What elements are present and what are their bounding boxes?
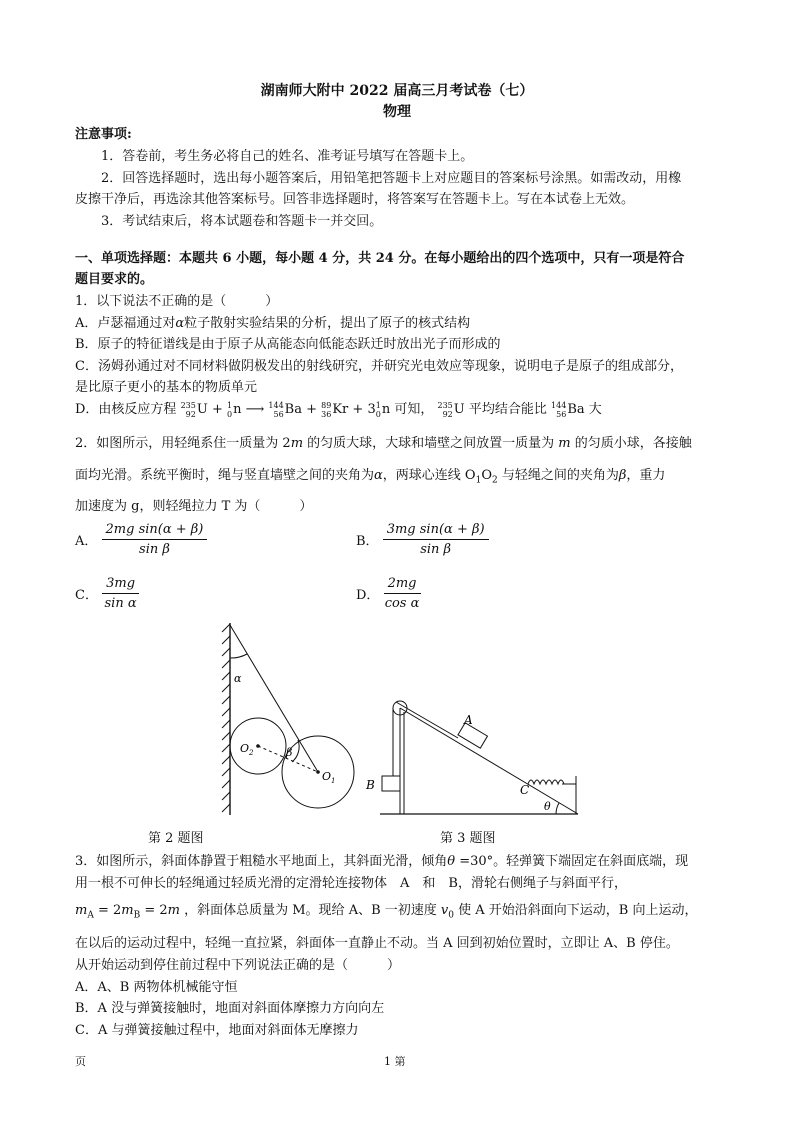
q3-l3-post: ，斜面体总质量为 M。现给 A、B 一初速度 xyxy=(179,903,441,918)
incline-surface xyxy=(400,708,578,814)
q3-line-1 xyxy=(75,850,688,869)
fraction-numerator: 2mg xyxy=(384,576,421,594)
equals-2m: = 2 xyxy=(140,903,168,918)
n2-mass: 1 xyxy=(375,400,381,410)
sub-b: B xyxy=(133,910,141,921)
alpha-arc xyxy=(230,654,247,658)
m-a: m xyxy=(75,903,88,918)
q2-l1-mid: 的匀质大球，大球和墙壁之间放置一质量为 xyxy=(303,436,559,451)
label-theta: θ xyxy=(544,800,551,813)
u-mass: 235 xyxy=(180,400,196,410)
figure-2-caption: 第 2 题图 xyxy=(148,831,204,846)
q3-line-3 xyxy=(75,899,697,921)
q2-l2-alpha: α xyxy=(374,468,383,483)
n2-symbol: n xyxy=(381,402,391,417)
q2-l2-post: 与轻绳之间的夹角为 xyxy=(497,468,619,483)
n-symbol: n xyxy=(233,402,242,417)
wall-hatching xyxy=(222,624,230,812)
sub-a: A xyxy=(87,910,94,921)
reaction-arrow: ⟶ xyxy=(245,402,265,417)
q1-d-post: 大 xyxy=(588,402,602,417)
q2-l1-m: m xyxy=(290,436,304,451)
q1-d-mid: 可知， xyxy=(394,402,434,417)
q3-option-a: A．A、B 两物体机械能守恒 xyxy=(75,980,238,995)
q1-a-alpha: α xyxy=(175,316,185,331)
ba-symbol: Ba xyxy=(284,402,302,417)
fraction-denominator: sin α xyxy=(104,596,137,611)
q2-l2-sub2: 2 xyxy=(492,475,498,486)
q1-stem: 1．以下说法不正确的是（ ） xyxy=(75,294,279,309)
equals-2: = 2 xyxy=(93,903,122,918)
figure-2-diagram xyxy=(200,620,370,820)
exam-subject: 物理 xyxy=(383,104,411,120)
q2-l2-sub1: 1 xyxy=(475,475,482,486)
q3-l1-post: =30°。轻弹簧下端固定在斜面底端，现 xyxy=(455,854,689,869)
q3-l1-theta: θ xyxy=(447,854,456,869)
o1-center-dot xyxy=(316,770,320,774)
option-b-label: B． xyxy=(356,534,379,549)
label-c: C xyxy=(520,783,530,797)
option-d-fraction xyxy=(384,576,421,611)
ba-mass: 144 xyxy=(268,400,284,410)
q2-l2-tail: ，重力 xyxy=(626,468,666,483)
o1-label: $O_1$ xyxy=(322,770,336,785)
notice-heading: 注意事项: xyxy=(75,127,132,142)
fraction-numerator: 3mg sin(α + β) xyxy=(383,522,489,540)
footer-left: 页 xyxy=(75,1055,86,1068)
notice-item-2-line-2: 皮擦干净后，再选涂其他答案标号。回答非选择题时，将答案写在答题卡上。写在本试卷上无效。 xyxy=(75,192,635,207)
q2-l1-post: 的匀质小球，各接触 xyxy=(570,436,692,451)
q2-l2-mid: ，两球心连线 O xyxy=(382,468,476,483)
q2-option-d xyxy=(356,576,421,611)
d-u-number: 92 xyxy=(442,409,453,419)
block-b xyxy=(382,776,400,791)
plus-three: + 3 xyxy=(348,402,376,417)
section1-heading-line-1: 一、单项选择题：本题共 6 小题，每小题 4 分，共 24 分。在每小题给出的四个选项中，只有一项是符合 xyxy=(75,251,685,266)
d-ba-mass: 144 xyxy=(551,400,567,410)
q2-l1-m2: m xyxy=(558,436,571,451)
option-a-label: A． xyxy=(75,534,98,549)
rope-to-a xyxy=(396,702,458,738)
n-mass: 1 xyxy=(227,400,233,410)
plus-sign: + xyxy=(301,402,322,417)
q1-d-pre: D．由核反应方程 xyxy=(75,402,177,417)
notice-item-2-line-1: 2．回答选择题时，选出每小题答案后，用铅笔把答题卡上对应题目的答案标号涂黑。如需改动，用橡 xyxy=(101,171,682,186)
option-d-label: D． xyxy=(356,588,380,603)
option-b-fraction xyxy=(383,522,489,557)
q1-option-b: B．原子的特征谱线是由于原子从高能态向低能态跃迁时放出光子而形成的 xyxy=(75,337,501,352)
q1-option-a xyxy=(75,312,470,331)
option-c-label: C． xyxy=(75,588,98,603)
q3-l1-pre: 3．如图所示，斜面体静置于粗糙水平地面上，其斜面光滑，倾角 xyxy=(75,854,448,869)
q3-line-4: 在以后的运动过程中，轻绳一直拉紧，斜面体一直静止不动。当 A 回到初始位置时，立即让 A、B 停住。 xyxy=(75,936,679,951)
o2-label: $O_2$ xyxy=(240,742,254,757)
q2-l2-o2: O xyxy=(481,468,492,483)
kr-symbol: Kr xyxy=(332,402,349,417)
m-b: m xyxy=(121,903,134,918)
q3-line-5: 从开始运动到停住前过程中下列说法正确的是（ ） xyxy=(75,958,401,973)
d-u-mass: 235 xyxy=(437,400,453,410)
q3-option-b: B．A 没与弹簧接触时，地面对斜面体摩擦力方向向左 xyxy=(75,1001,385,1016)
q3-option-c: C．A 与弹簧接触过程中，地面对斜面体无摩擦力 xyxy=(75,1023,359,1038)
q1-a-post: 粒子散射实验结果的分析，提出了原子的核式结构 xyxy=(184,316,471,331)
option-c-fraction xyxy=(102,576,139,611)
block-a xyxy=(458,723,488,748)
v-var: v xyxy=(440,903,449,918)
n-number: 0 xyxy=(227,409,233,419)
q1-option-c-line-1: C．汤姆孙通过对不同材料做阴极发出的射线研究，并研究光电效应等现象，说明电子是原子的组成部分， xyxy=(75,359,683,374)
kr-mass: 89 xyxy=(321,400,332,410)
section1-heading-line-2: 题目要求的。 xyxy=(75,272,154,287)
q2-l1-pre: 2．如图所示，用轻绳系住一质量为 2 xyxy=(75,436,291,451)
q2-line-3: 加速度为 g，则轻绳拉力 T 为（ ） xyxy=(75,499,313,514)
figure-3-caption: 第 3 题图 xyxy=(440,831,496,846)
fraction-denominator: sin β xyxy=(139,542,170,557)
q2-option-b xyxy=(356,522,489,557)
q3-line-2: 用一根不可伸长的轻绳通过轻质光滑的定滑轮连接物体 A 和 B，滑轮右侧绳子与斜面平行， xyxy=(75,876,627,891)
fraction-denominator: cos α xyxy=(384,596,420,611)
spring xyxy=(528,780,564,784)
q3-l3-tail: 使 A 开始沿斜面向下运动，B 向上运动， xyxy=(454,903,698,918)
q2-line-2 xyxy=(75,464,665,486)
label-b: B xyxy=(366,778,375,792)
q2-line-1 xyxy=(75,432,692,451)
notice-item-1: 1．答卷前，考生务必将自己的姓名、准考证号填写在答题卡上。 xyxy=(101,149,474,164)
q1-option-c-line-2: 是比原子更小的基本的物质单元 xyxy=(75,380,258,395)
q2-option-c xyxy=(75,576,139,611)
q1-d-mid2: 平均结合能比 xyxy=(468,402,547,417)
ba-number: 56 xyxy=(273,409,284,419)
fraction-numerator: 3mg xyxy=(102,576,139,594)
figure-3-diagram xyxy=(360,690,590,820)
notice-item-3: 3．考试结束后，将本试题卷和答题卡一并交回。 xyxy=(101,214,383,229)
q2-option-a xyxy=(75,522,207,557)
v-sub-0: 0 xyxy=(448,910,454,921)
exam-title: 湖南师大附中 2022 届高三月考试卷（七） xyxy=(260,83,534,99)
q1-option-d xyxy=(75,398,602,419)
u-symbol: U xyxy=(196,402,208,417)
block-a-group xyxy=(458,723,488,748)
q2-l2-pre: 面均光滑。系统平衡时，绳与竖直墙壁之间的夹角为 xyxy=(75,468,375,483)
label-a: A xyxy=(464,713,473,727)
u-number: 92 xyxy=(185,409,196,419)
q1-a-pre: A．卢瑟福通过对 xyxy=(75,316,176,331)
d-ba-symbol: Ba xyxy=(567,402,585,417)
alpha-label: α xyxy=(234,672,242,685)
fraction-numerator: 2mg sin(α + β) xyxy=(102,522,208,540)
q2-l2-beta: β xyxy=(618,468,627,483)
d-ba-number: 56 xyxy=(556,409,567,419)
option-a-fraction xyxy=(102,522,208,557)
footer-page-number: 1 第 xyxy=(384,1055,406,1068)
n2-number: 0 xyxy=(375,409,381,419)
beta-label: β xyxy=(286,746,293,759)
plus-sign: + xyxy=(207,402,227,417)
theta-arc xyxy=(556,803,559,814)
fraction-denominator: sin β xyxy=(420,542,452,557)
o2-center-dot xyxy=(256,744,260,748)
m-var: m xyxy=(167,903,180,918)
d-u-symbol: U xyxy=(453,402,465,417)
nuclear-equation xyxy=(181,402,395,417)
kr-number: 36 xyxy=(321,409,332,419)
